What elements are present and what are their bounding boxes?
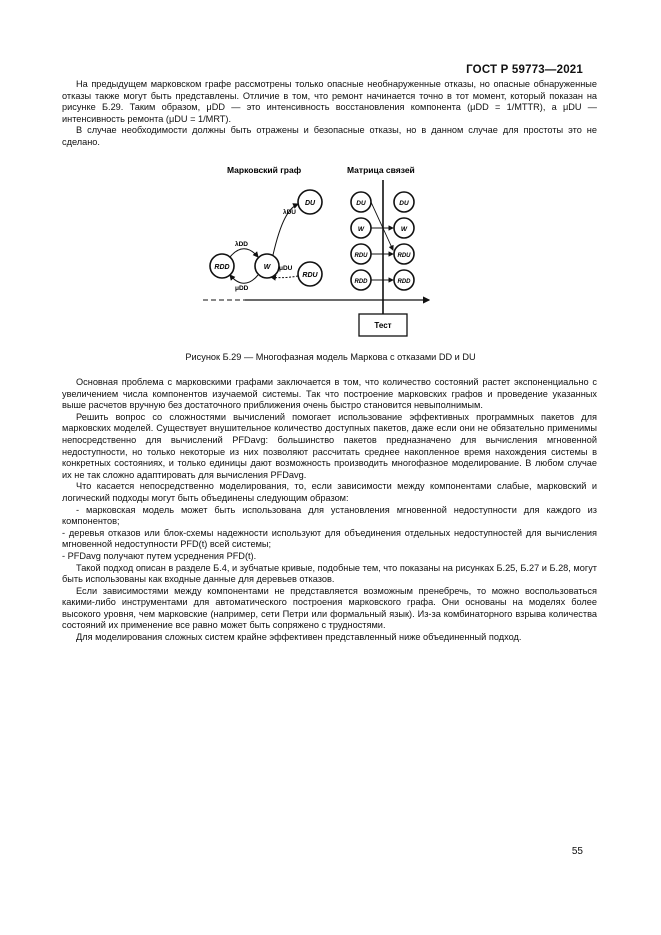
paragraph: Основная проблема с марковскими графами заключается в том, что количество состояний растет экспоненциально с увеличением числа компонентов изучаемой системы. Так что построение марковских графов и проведение указанных выше расчетов вручную без достаточного приближения очень быстро становится невыполнимым. xyxy=(62,377,597,411)
page-number: 55 xyxy=(571,846,583,857)
figure-caption: Рисунок Б.29 — Многофазная модель Маркова с отказами DD и DU xyxy=(185,352,476,362)
standard-header: ГОСТ Р 59773—2021 xyxy=(466,64,583,76)
rate-lambda-dd: λDD xyxy=(235,241,249,248)
paragraph: Такой подход описан в разделе Б.4, и зубчатые кривые, подобные тем, что показаны на рисунках Б.25, Б.27 и Б.28, могут быть использованы как входные данные для деревьев отказов. xyxy=(62,562,597,585)
markov-diagram xyxy=(195,162,455,347)
rate-lambda-du: λDU xyxy=(283,209,297,216)
matrix-title: Матрица связей xyxy=(347,165,415,175)
matrix-du-right-label: DU xyxy=(399,200,409,207)
state-w-label: W xyxy=(263,264,271,271)
intro-text xyxy=(62,79,597,149)
paragraph: Если зависимостями между компонентами не представляется возможным пренебречь, то можно воспользоваться какими-либо инструментами для автоматического построения марковского графа. Они основаны на моделях более высокого уровня, чем марковские (например, сети Петри или формальный язык). Из-за комбинаторного взрыва количества состояний их применение все равно может быть сопряжено с трудностями. xyxy=(62,585,597,631)
transition-lambda-dd xyxy=(230,249,258,257)
rate-mu-dd: μDD xyxy=(235,285,249,292)
test-label: Тест xyxy=(374,321,392,330)
state-du-label: DU xyxy=(304,200,316,207)
paragraph: Что касается непосредственно моделирования, то, если зависимости между компонентами слабые, марковский и логический подходы могут быть объединены следующим образом: xyxy=(62,481,597,503)
link-du-to-rdu xyxy=(371,202,393,250)
graph-title: Марковский граф xyxy=(227,165,302,175)
state-rdu-label: RDU xyxy=(302,272,318,279)
body-text xyxy=(62,377,597,644)
matrix-du-left-label: DU xyxy=(356,200,366,207)
matrix-w-right-label: W xyxy=(400,226,408,233)
matrix-rdu-left-label: RDU xyxy=(354,253,368,259)
paragraph: Решить вопрос со сложностями вычислений помогает использование эффективных программных пакетов для марковских моделей. Существует внушительное количество доступных пакетов, даже если они не обязательно применимы непосредственно для вычислений PFDavg: большинство пакетов предназначено для вычисления мгновенной недоступности, но только некоторые из них позволяют рассчитать среднее накопленное время нахождения системы в конкретных состояниях, и только единицы дают возможность производить многофазное моделирование. В любом случае их не так сложно адаптировать для вычисления PFDavg. xyxy=(62,411,597,480)
list-item: - марковская модель может быть использована для установления мгновенной недоступности для каждого из компонентов; xyxy=(62,504,597,527)
matrix-rdu-right-label: RDU xyxy=(397,253,411,259)
list-item: - PFDavg получают путем усреднения PFD(t). xyxy=(62,550,257,561)
markov-figure xyxy=(195,162,455,347)
list-item: - деревья отказов или блок-схемы надежности используют для объединения отдельных недоступностей для вычисления мгновенной недоступности PFD(t) всей системы; xyxy=(62,527,597,550)
paragraph: На предыдущем марковском графе рассмотрены только опасные необнаруженные отказы, но опасные обнаруженные отказы также могут быть представлены. Отличие в том, что ремонт начинается точно в тот момент, который показан на рисунке Б.29. Таким образом, μDD — это интенсивность восстановления компонента (μDD = 1/MTTR), а μDU — интенсивность ремонта (μDU = 1/MRT). xyxy=(62,79,597,124)
matrix-rdd-left-label: RDD xyxy=(354,279,368,285)
paragraph: В случае необходимости должны быть отражены и безопасные отказы, но в данном случае для простоты это не сделано. xyxy=(62,125,597,147)
rate-mu-du: μDU xyxy=(279,265,293,272)
matrix-rdd-right-label: RDD xyxy=(397,279,411,285)
matrix-w-left-label: W xyxy=(357,226,365,233)
transition-mu-du xyxy=(271,276,298,278)
state-rdd-label: RDD xyxy=(214,264,230,271)
transition-mu-dd xyxy=(230,275,258,283)
paragraph: Для моделирования сложных систем крайне эффективен представленный ниже объединенный подход. xyxy=(76,632,522,643)
